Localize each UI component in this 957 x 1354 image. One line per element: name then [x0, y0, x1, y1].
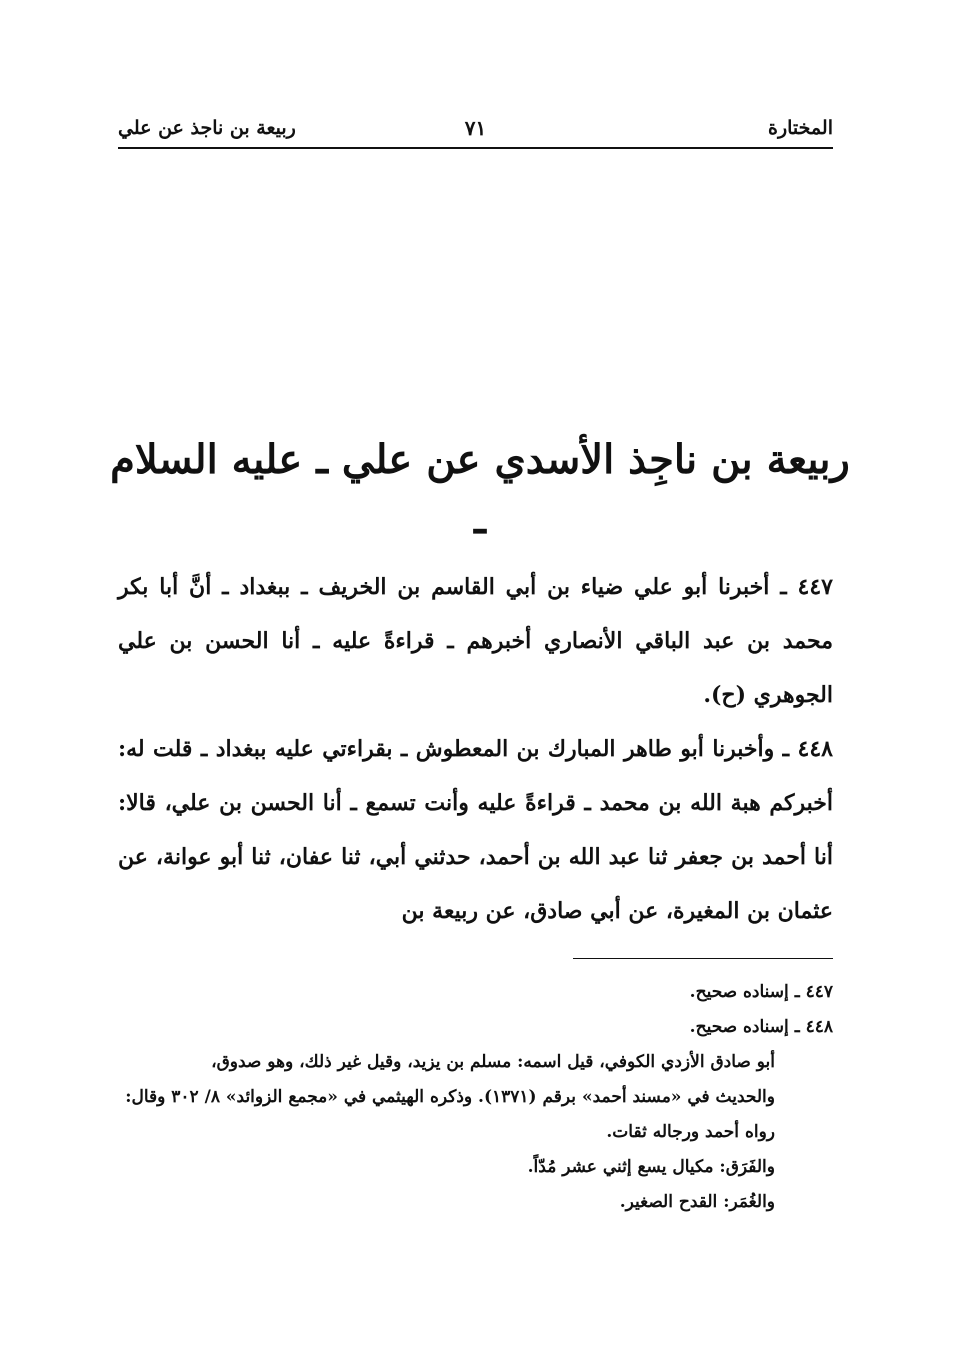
page-number: ٧١	[464, 116, 487, 140]
footnote-ghumar-note: والغُمَر: القدح الصغير.	[619, 1192, 775, 1212]
footnote-narrator-note: أبو صادق الأزدي الكوفي، قيل اسمه: مسلم بن يزيد، وقيل غير ذلك، وهو صدوق،	[211, 1052, 775, 1072]
paragraph-447: ٤٤٧ ـ أخبرنا أبو علي ضياء بن أبي القاسم بن الخريف ـ ببغداد ـ أنَّ أبا بكر محمد بن عبد الباقي الأنصاري أخبرهم ـ قراءةً عليه ـ أنا الحسن بن علي الجوهري (ح).	[118, 574, 833, 708]
footnote-faraq-note: والفَرَق: مكيال يسع إثني عشر مُدّاً.	[527, 1157, 775, 1177]
footnote-source-note: والحديث في «مسند أحمد» برقم (١٣٧١). وذكره الهيثمي في «مجمع الزوائد» ٨/ ٣٠٢ وقال: رواه أحمد ورجاله ثقات.	[125, 1087, 775, 1142]
footnote-divider	[573, 958, 833, 959]
footnote-447: ٤٤٧ ـ إسناده صحيح.	[689, 982, 833, 1002]
footnote-448: ٤٤٨ ـ إسناده صحيح.	[689, 1017, 833, 1037]
section-title: ربيعة بن ناجذ عن علي	[118, 117, 296, 139]
main-text	[118, 560, 833, 938]
header-divider	[118, 147, 833, 149]
running-header	[118, 112, 833, 144]
paragraph-448: ٤٤٨ ـ وأخبرنا أبو طاهر المبارك بن المعطوش ـ بقراءتي عليه ببغداد ـ قلت له: أخبركم هبة الله بن محمد ـ قراءةً عليه وأنت تسمع ـ أنا الحسن بن علي، قالا: أنا أحمد بن جعفر ثنا عبد الله بن أحمد، حدثني أبي، ثنا عفان، ثنا أبو عوانة، عن عثمان بن المغيرة، عن أبي صادق، عن ربيعة بن	[118, 736, 833, 924]
footnotes	[118, 975, 833, 1220]
book-title: المختارة	[768, 117, 833, 139]
chapter-title: ربيعة بن ناجِذ الأسدي عن علي ـ عليه السلام ـ	[110, 436, 850, 543]
